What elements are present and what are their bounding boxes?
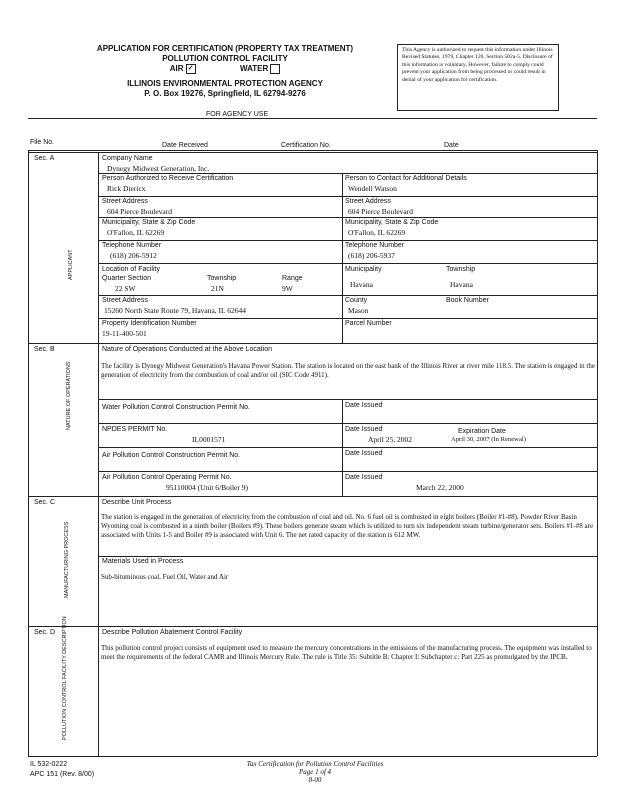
footer-center xyxy=(200,760,430,784)
sec-b-side-label: NATURE OF OPERATIONS xyxy=(66,361,72,430)
date-received-label: Date Received xyxy=(162,142,208,149)
contact-street-value: 604 Pierce Boulevard xyxy=(348,207,413,216)
county-label: County xyxy=(345,297,368,304)
agency-use-title: FOR AGENCY USE xyxy=(206,111,269,118)
air-checkbox[interactable] xyxy=(186,64,196,74)
sec-b-label: Sec. B xyxy=(34,346,55,353)
pin-value: 19-11-400-501 xyxy=(102,329,147,338)
air-water-row xyxy=(70,64,380,74)
facility-municipality-label: Municipality xyxy=(345,266,382,273)
form-title xyxy=(70,44,380,99)
sec-c-side-label: MANUFACTURING PROCESS xyxy=(64,521,70,599)
quarter-section-value: 22 SW xyxy=(115,284,136,293)
telephone-value: (618) 206-5912 xyxy=(110,251,157,260)
privacy-notice: This Agency is authorized to request this information under Illinois Revised Statutes, 1979, Chapter 120, Section 502a-5. Disclosure of this information is voluntary. However, failure to comply could prevent your application from being processed or could result in denial of your application for certification. xyxy=(397,44,559,111)
sec-a-label: Sec. A xyxy=(34,155,55,162)
sec-a-side-label: APPLICANT xyxy=(68,249,74,281)
form-revision: APC 151 (Rev. 8/00) xyxy=(30,771,95,778)
sec-d-side-label: POLLUTION CONTROL FACILITY DESCRIPTION xyxy=(62,616,68,740)
expiration-value: April 30, 2007 (In Renewal) xyxy=(451,436,526,443)
title-line-2: POLLUTION CONTROL FACILITY xyxy=(162,54,288,63)
abatement-text: This pollution control project consists of equipment used to measure the mercury concentrations in the emissions of the manufacturing process. The equipment was installed to meet the requirements of the federal CAMR and Illinois Mercury Rule. The rule is Title 35: Subtitle B: Chapter I: Subchapter c: Part 225 as promulgated by the IPCB. xyxy=(101,644,592,661)
footer-rev: 8-00 xyxy=(308,776,322,784)
nature-label: Nature of Operations Conducted at the Above Location xyxy=(102,346,273,353)
title-line-1: APPLICATION FOR CERTIFICATION (PROPERTY TAX TREATMENT) xyxy=(96,44,354,53)
apc-operating-value: 95110004 (Unit 6/Boiler 9) xyxy=(166,483,249,492)
form-number: IL 532-0222 xyxy=(30,761,68,768)
npdes-value: IL0001571 xyxy=(192,435,226,444)
contact-municipality-label: Municipality, State & Zip Code xyxy=(345,219,439,226)
municipality-label: Municipality, State & Zip Code xyxy=(102,219,196,226)
unit-process-label: Describe Unit Process xyxy=(102,499,172,506)
wpc-permit-label: Water Pollution Control Construction Permit No. xyxy=(102,404,250,411)
pin-label: Property Identification Number xyxy=(102,320,197,327)
materials-text: Sub-bituminous coal, Fuel Oil, Water and Air xyxy=(101,573,229,581)
agency-name: ILLINOIS ENVIRONMENTAL PROTECTION AGENCY xyxy=(127,79,323,89)
county-value: Mason xyxy=(348,306,369,315)
contact-telephone-value: (618) 206-5937 xyxy=(348,251,395,260)
sec-c-label: Sec. C xyxy=(34,499,56,506)
range-label: Range xyxy=(282,275,303,282)
air-label: AIR xyxy=(169,64,184,74)
npdes-label: NPDES PERMIT No. xyxy=(102,426,168,433)
certification-no-label: Certification No. xyxy=(281,142,331,149)
abatement-label: Describe Pollution Abatement Control Facility xyxy=(102,629,243,636)
contact-telephone-label: Telephone Number xyxy=(345,242,405,249)
township-label: Township xyxy=(207,275,237,282)
contact-street-label: Street Address xyxy=(345,198,391,205)
agency-address: P. O. Box 19276, Springfield, IL 62794-9276 xyxy=(144,89,306,99)
municipality-value: O'Fallon, IL 62269 xyxy=(107,228,165,237)
npdes-date-value: April 25, 2002 xyxy=(368,435,412,444)
book-number-label: Book Number xyxy=(446,297,489,304)
footer-title: Tax Certification for Pollution Control Facilities xyxy=(246,760,384,768)
apc-operating-label: Air Pollution Control Operating Permit No. xyxy=(102,474,232,481)
quarter-section-label: Quarter Section xyxy=(102,275,152,282)
unit-process-text: The station is engaged in the generation of electricity from the combustion of coal and oil. No. 6 fuel oil is combusted in eight boilers (Boiler #1-#8). Powder River Basin Wyoming coal is combusted in a ninth boiler (Boilers #9). These boilers generate steam which is utilized to turn six independent steam turbine/generator sets. Boilers #1-#8 are associated with Units 1-5 and Boiler #9 is associated with Unit 6. The net rated capacity of the station is 612 MW. xyxy=(101,513,594,539)
range-value: 9W xyxy=(282,284,293,293)
apo-date-value: March 22, 2000 xyxy=(416,483,464,492)
apo-date-label: Date Issued xyxy=(345,474,383,481)
facility-township-value: Havana xyxy=(450,280,473,289)
sec-d-label: Sec. D xyxy=(34,629,56,636)
facility-municipality-value: Havana xyxy=(350,280,373,289)
contact-person-value: Wendell Watson xyxy=(348,184,397,193)
facility-street-label: Street Address xyxy=(102,297,148,304)
apc-construction-label: Air Pollution Control Construction Permit No. xyxy=(102,452,241,459)
footer-page: Page 1 of 4 xyxy=(298,768,332,776)
township-value: 21N xyxy=(211,284,224,293)
company-name-value: Dynegy Midwest Generation, Inc. xyxy=(107,164,210,173)
contact-municipality-value: O'Fallon, IL 62269 xyxy=(348,228,406,237)
npdes-date-label: Date Issued xyxy=(345,426,383,433)
facility-street-value: 15260 North State Route 79, Havana, IL 62644 xyxy=(104,306,246,315)
file-no-label: File No. xyxy=(30,139,55,146)
location-label: Location of Facility xyxy=(102,266,160,273)
street-address-label: Street Address xyxy=(102,198,148,205)
contact-person-label: Person to Contact for Additional Details xyxy=(345,175,467,182)
water-checkbox[interactable] xyxy=(270,64,280,74)
authorized-person-value: Rick Diericx xyxy=(107,184,146,193)
authorized-person-label: Person Authorized to Receive Certification xyxy=(102,175,234,182)
materials-label: Materials Used in Process xyxy=(102,558,184,565)
wpc-date-label: Date Issued xyxy=(345,402,383,409)
telephone-label: Telephone Number xyxy=(102,242,162,249)
date-label: Date xyxy=(444,142,459,149)
parcel-number-label: Parcel Number xyxy=(345,320,392,327)
expiration-label: Expiration Date xyxy=(458,428,506,435)
air-check-mark: ✓ xyxy=(187,65,194,72)
nature-text: The facility is Dynegy Midwest Generation's Havana Power Station. The station is located on the east bank of the Illinois River at river mile 118.5. The station is engaged in the generation of electricity from the combustion of coal and/or oil (SIC Code 4911). xyxy=(101,362,595,379)
street-address-value: 604 Pierce Boulevard xyxy=(107,207,172,216)
company-name-label: Company Name xyxy=(102,155,153,162)
apc-date-label: Date Issued xyxy=(345,450,383,457)
water-label: WATER xyxy=(239,64,269,74)
facility-township-label: Township xyxy=(446,266,476,273)
